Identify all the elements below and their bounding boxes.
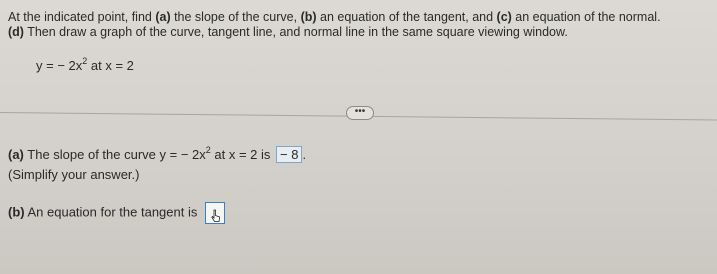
pointer-cursor-icon: [211, 209, 221, 223]
part-a-text: The slope of the curve y = − 2x: [23, 147, 206, 162]
problem-intro: At the indicated point, find: [8, 10, 156, 24]
problem-statement: [8, 10, 712, 40]
equation-exponent: 2: [82, 56, 88, 66]
part-b-answer-line: [8, 202, 225, 224]
slope-answer-field[interactable]: − 8: [276, 146, 302, 163]
tangent-equation-input[interactable]: [205, 202, 225, 224]
part-b-description: an equation of the tangent, and: [316, 10, 497, 24]
part-c-marker: (c): [496, 10, 512, 24]
equation-lhs: y = − 2x: [36, 58, 83, 73]
part-b-text: An equation for the tangent is: [24, 204, 201, 220]
part-a-exponent: 2: [205, 145, 211, 155]
given-equation: [36, 58, 134, 73]
part-d-marker: (d): [8, 25, 24, 39]
show-more-button[interactable]: •••: [346, 106, 374, 120]
part-a-description: the slope of the curve,: [170, 10, 301, 24]
part-c-description: an equation of the normal.: [511, 10, 661, 24]
part-a-text-post: at x = 2 is: [210, 147, 275, 162]
part-a-label: (a): [8, 147, 24, 162]
simplify-instruction: (Simplify your answer.): [8, 167, 140, 182]
part-a-answer-line: [8, 146, 306, 163]
part-d-description: Then draw a graph of the curve, tangent line, and normal line in the same square viewing window.: [23, 25, 568, 39]
part-b-marker: (b): [300, 10, 317, 24]
part-a-marker: (a): [155, 10, 171, 24]
part-b-label: (b): [8, 204, 25, 220]
part-a-period: .: [302, 147, 307, 162]
equation-point: at x = 2: [87, 58, 134, 73]
